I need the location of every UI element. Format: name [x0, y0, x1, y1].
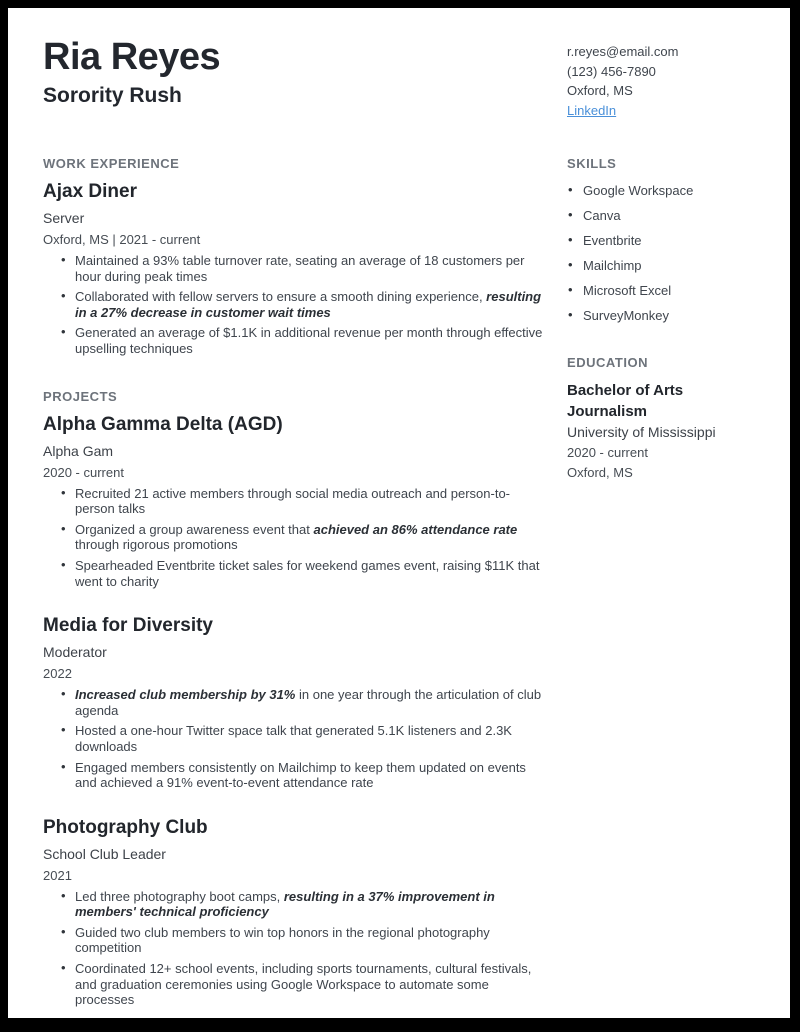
bullet-list: [60, 253, 545, 357]
education-section: [567, 355, 763, 483]
contact-block: [567, 36, 763, 120]
linkedin-link[interactable]: LinkedIn: [567, 102, 617, 118]
bullet-item: [60, 723, 545, 754]
skills-section: [567, 156, 763, 325]
candidate-name: Ria Reyes: [43, 36, 221, 78]
bullet-text: Engaged members consistently on Mailchimp to keep them updated on events and achieved a 91% event-to-event attendance rate: [75, 759, 526, 791]
entry-meta: 2021: [43, 867, 72, 883]
entry-title: Ajax Diner: [43, 181, 137, 202]
bullet-item: [60, 961, 545, 1008]
resume-entry: [43, 615, 545, 791]
entry-title: Media for Diversity: [43, 615, 213, 637]
entry-subtitle: Server: [43, 210, 85, 226]
bullet-item: [60, 687, 545, 718]
bullet-text: Coordinated 12+ school events, including sports tournaments, cultural festivals, and graduation ceremonies using Google Workspace to automate some processes: [75, 961, 532, 1008]
bullet-item: [60, 558, 545, 589]
resume-page: [8, 8, 790, 1018]
resume-entry: [43, 181, 545, 357]
entry-subtitle: Moderator: [43, 644, 107, 661]
resume-header: [43, 36, 763, 120]
main-column: [43, 156, 545, 1018]
entry-subtitle: School Club Leader: [43, 845, 166, 862]
skills-list: [567, 181, 763, 325]
bullet-item: [60, 486, 545, 517]
section-heading: WORK EXPERIENCE: [43, 156, 180, 171]
resume-section: [43, 389, 545, 1008]
identity-block: [43, 36, 545, 108]
bullet-emphasis: resulting in a 27% decrease in customer wait times: [75, 289, 542, 320]
candidate-title: Sorority Rush: [43, 83, 182, 107]
bullet-list: [60, 486, 545, 590]
resume-body: [43, 156, 763, 1018]
bullet-emphasis: achieved an 86% attendance rate: [313, 521, 518, 537]
skill-item: • Mailchimp: [567, 256, 763, 275]
bullet-list: [60, 889, 545, 1008]
education-school: University of Mississippi: [567, 424, 716, 440]
resume-entry: [43, 414, 545, 590]
bullet-text: Spearheaded Eventbrite ticket sales for weekend games event, raising $11K that went to charity: [75, 557, 540, 589]
education-location: Oxford, MS: [567, 465, 633, 480]
contact-email: r.reyes@email.com: [567, 44, 679, 59]
bullet-item: [60, 253, 545, 284]
entry-meta: 2020 - current: [43, 464, 124, 480]
bullet-text: Guided two club members to win top honors in the regional photography competition: [75, 924, 490, 956]
side-column: [567, 156, 763, 1018]
bullet-item: [60, 289, 545, 320]
bullet-emphasis: Increased club membership by 31%: [75, 687, 296, 703]
entry-title: Photography Club: [43, 816, 208, 838]
bullet-text: Maintained a 93% table turnover rate, seating an average of 18 customers per hour during peak times: [75, 253, 525, 284]
bullet-text: Led three photography boot camps,: [75, 888, 284, 904]
entry-meta: 2022: [43, 666, 72, 682]
entry-meta: Oxford, MS | 2021 - current: [43, 232, 201, 247]
entry-subtitle: Alpha Gam: [43, 442, 114, 459]
resume-section: [43, 156, 545, 357]
bullet-item: [60, 522, 545, 553]
resume-entry: [43, 817, 545, 1008]
skill-item: • SurveyMonkey: [567, 306, 763, 325]
skill-item: • Google Workspace: [567, 181, 763, 200]
bullet-text: in one year through the articulation of club agenda: [75, 687, 542, 718]
entry-title: Alpha Gamma Delta (AGD): [43, 413, 283, 435]
bullet-text: Collaborated with fellow servers to ensure a smooth dining experience,: [75, 289, 487, 305]
bullet-text: through rigorous promotions: [75, 537, 238, 553]
skill-item: • Microsoft Excel: [567, 281, 763, 300]
education-degree: Bachelor of Arts: [567, 382, 684, 399]
bullet-emphasis: resulting in a 37% improvement in members' technical proficiency: [75, 888, 495, 920]
bullet-item: [60, 325, 545, 356]
skill-item: • Eventbrite: [567, 231, 763, 250]
bullet-text: Organized a group awareness event that: [75, 521, 314, 537]
bullet-text: Recruited 21 active members through social media outreach and person-to-person talks: [75, 485, 511, 517]
bullet-text: Generated an average of $1.1K in additional revenue per month through effective upselling techniques: [75, 325, 543, 356]
skill-item: • Canva: [567, 206, 763, 225]
bullet-item: [60, 889, 545, 920]
education-major: Journalism: [567, 403, 648, 420]
bullet-item: [60, 925, 545, 956]
contact-location: Oxford, MS: [567, 83, 633, 98]
bullet-item: [60, 760, 545, 791]
bullet-list: [60, 687, 545, 791]
education-dates: 2020 - current: [567, 445, 648, 460]
section-heading: PROJECTS: [43, 388, 118, 404]
bullet-text: Hosted a one-hour Twitter space talk that generated 5.1K listeners and 2.3K downloads: [75, 723, 512, 754]
education-heading: EDUCATION: [567, 355, 648, 370]
skills-heading: SKILLS: [567, 156, 617, 171]
contact-phone: (123) 456-7890: [567, 63, 656, 79]
